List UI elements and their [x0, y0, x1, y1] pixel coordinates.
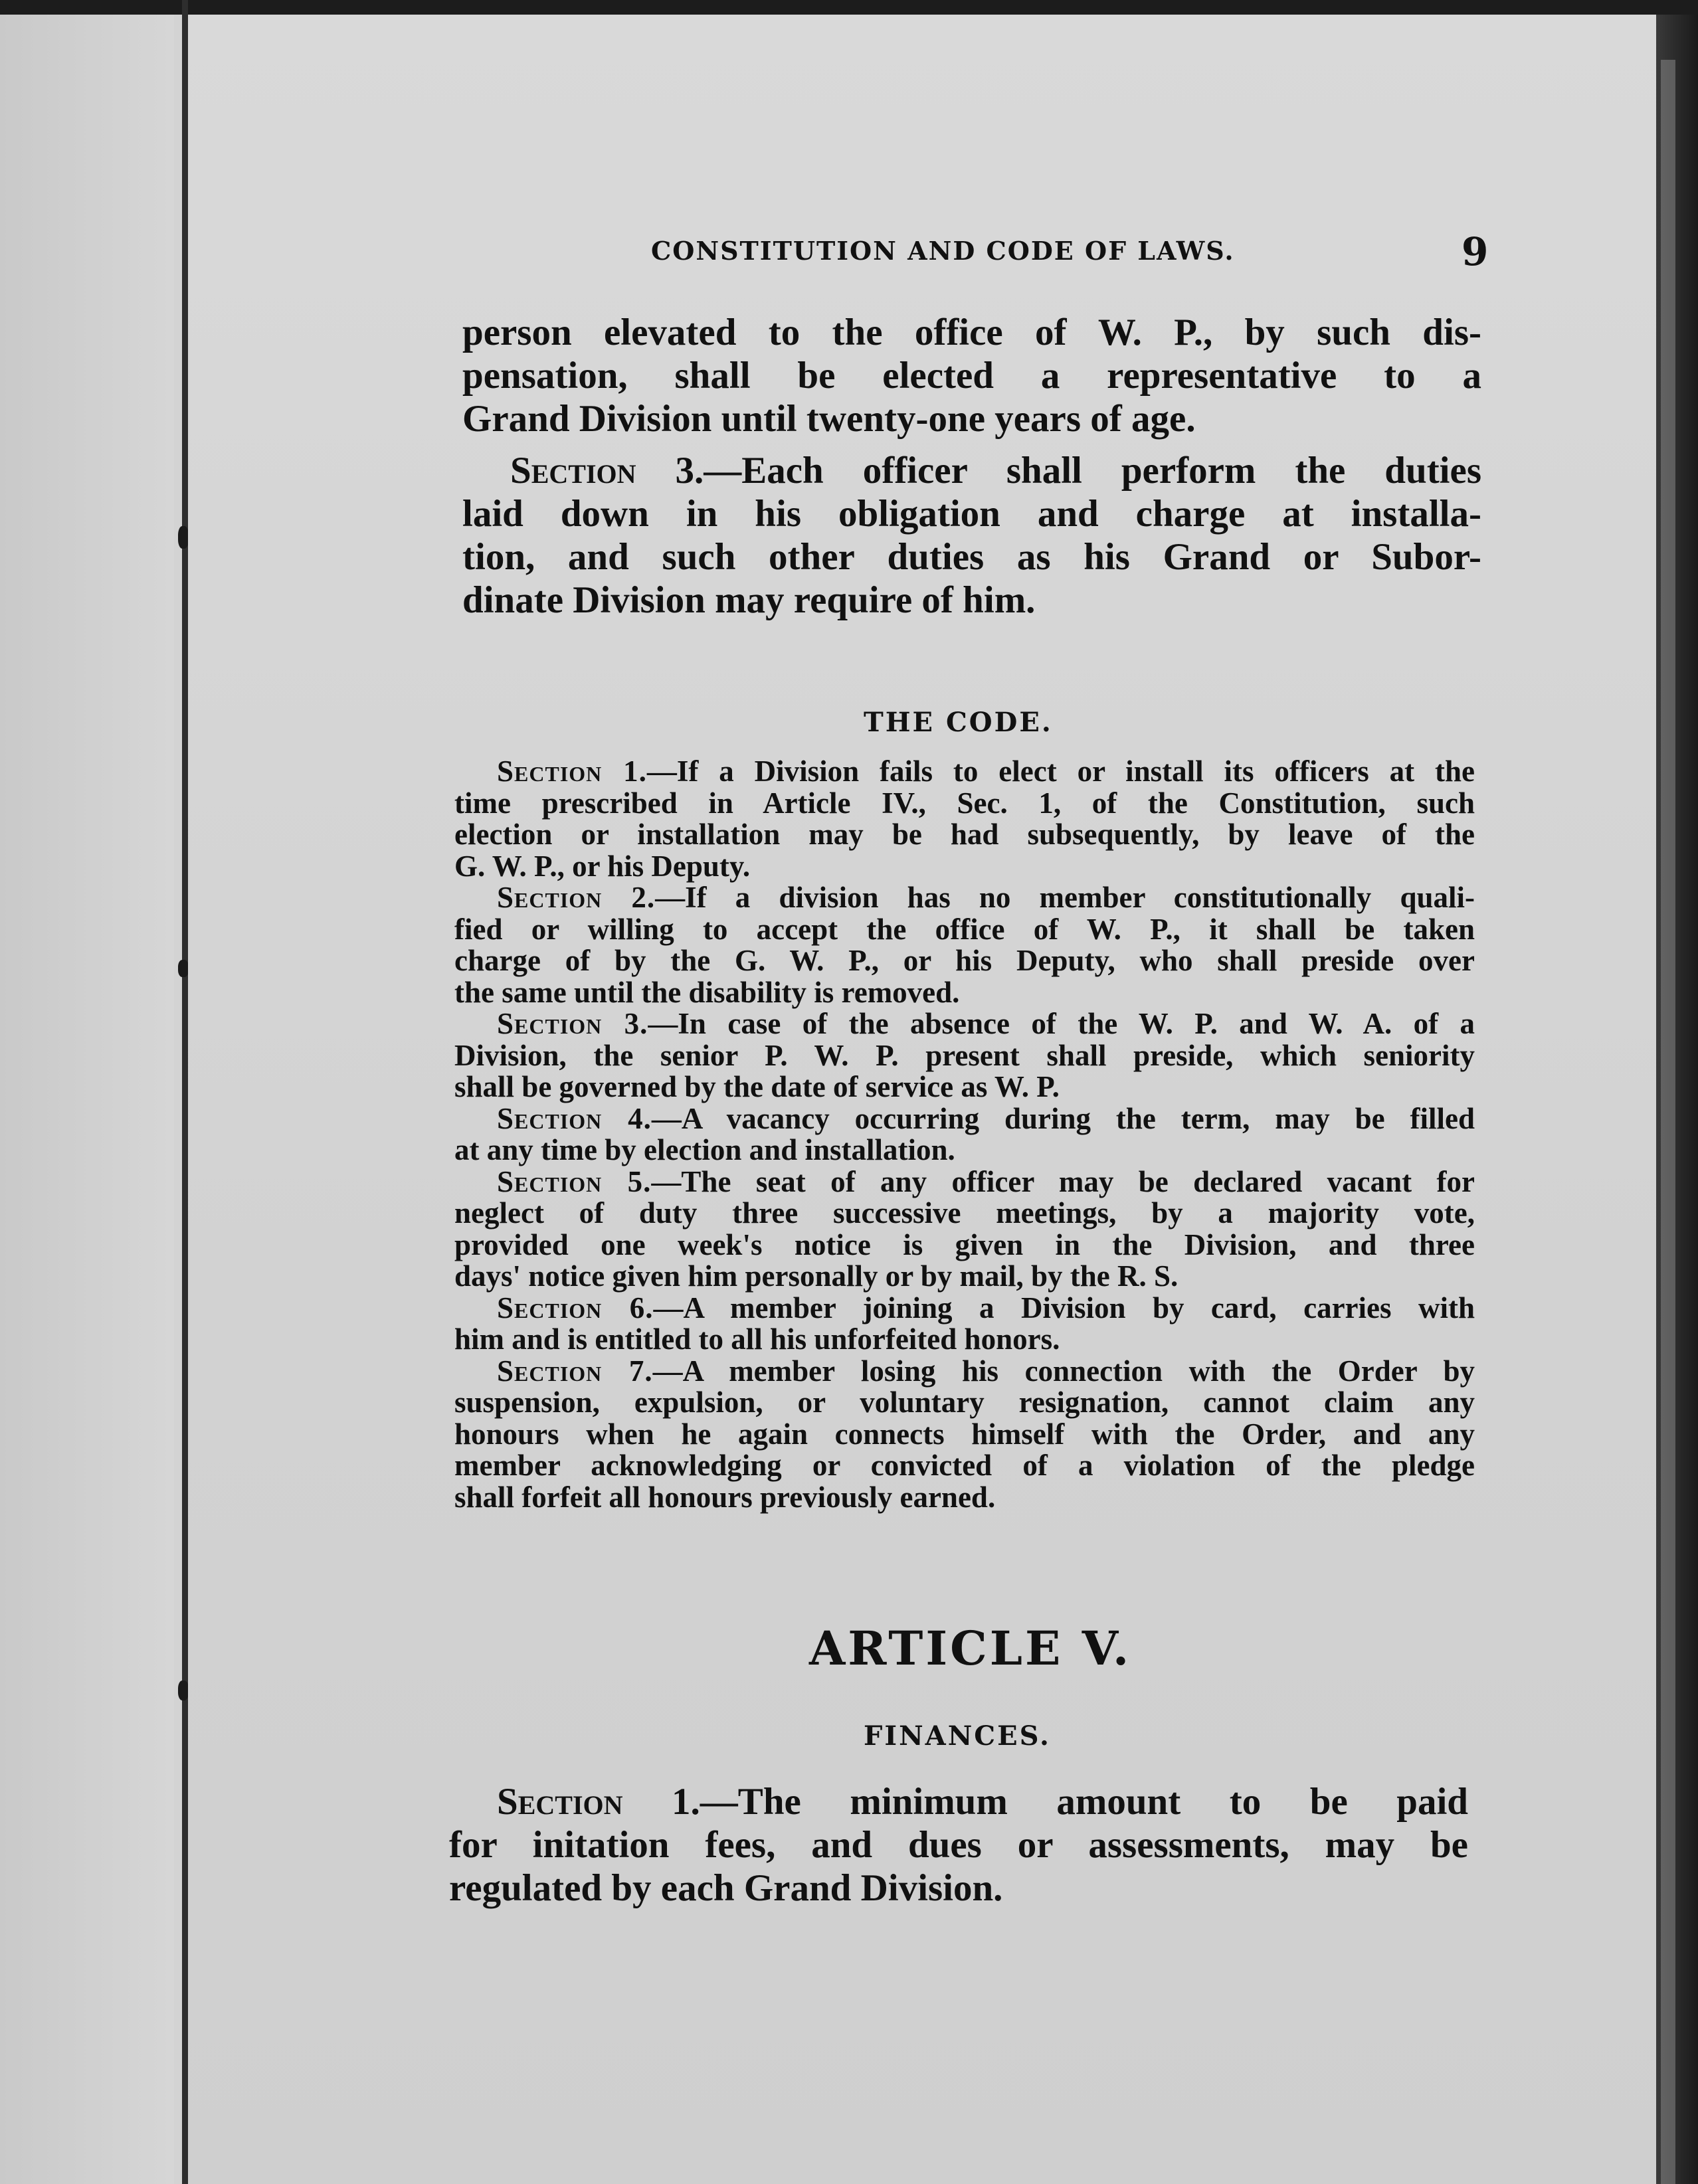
facing-page-margin	[0, 15, 174, 2184]
code-section-6	[454, 1293, 1475, 1356]
section-text: —In case of the absence of the W. P. and W. A. of a	[648, 1007, 1475, 1040]
text-line: him and is entitled to all his unforfeited honors.	[454, 1322, 1060, 1356]
text-line: suspension, expulsion, or voluntary resignation, cannot claim any	[454, 1386, 1475, 1419]
code-section-2	[454, 882, 1475, 1008]
finances-section-1	[449, 1780, 1468, 1910]
text-line: shall be governed by the date of service as W. P.	[454, 1070, 1060, 1103]
section-label: Section 3.	[510, 450, 704, 492]
section-label: Section 6.	[497, 1291, 654, 1324]
section-text: —The minimum amount to be paid	[700, 1781, 1469, 1823]
binding-stitch-mark	[178, 526, 189, 549]
article-title: ARTICLE V.	[809, 1621, 1132, 1676]
text-line: G. W. P., or his Deputy.	[454, 849, 751, 883]
section-label: Section 5.	[497, 1164, 652, 1198]
section-text: —If a division has no member constitutionally quali-	[655, 881, 1475, 914]
scan-top-border	[0, 0, 1698, 15]
text-line: fied or willing to accept the office of W. P., it shall be taken	[454, 912, 1475, 946]
text-line: shall forfeit all honours previously earned.	[454, 1480, 996, 1514]
section-label: Section 1.	[497, 755, 647, 788]
text-line: charge of by the G. W. P., or his Deputy, who shall preside over	[454, 944, 1475, 977]
code-section-5	[454, 1166, 1475, 1293]
binding-stitch-mark	[178, 1681, 189, 1700]
text-line: tion, and such other duties as his Grand or Subor-	[462, 536, 1481, 578]
section-text: —A member losing his connection with the Order by	[652, 1354, 1475, 1388]
text-line	[449, 1780, 1468, 1823]
text-line: regulated by each Grand Division.	[449, 1867, 1003, 1909]
section-label: Section 7.	[497, 1354, 653, 1388]
text-line	[454, 1103, 1475, 1135]
text-line: person elevated to the office of W. P., by such dis-	[462, 312, 1481, 353]
section-label: Section 3.	[497, 1007, 648, 1040]
code-section-7	[454, 1356, 1475, 1514]
section-text: —Each officer shall perform the duties	[704, 450, 1481, 492]
text-line: time prescribed in Article IV., Sec. 1, of the Constitution, such	[454, 786, 1475, 820]
text-line: laid down in his obligation and charge at installa-	[462, 493, 1481, 535]
code-sections	[454, 756, 1475, 1513]
section-text: —The seat of any officer may be declared vacant for	[651, 1164, 1475, 1198]
section-label: Section 2.	[497, 881, 656, 914]
text-line	[454, 1166, 1475, 1198]
section-label: Section 4.	[497, 1101, 652, 1135]
text-line: at any time by election and installation.	[454, 1133, 955, 1166]
page-edge-highlight	[1661, 60, 1675, 2184]
code-section-4	[454, 1103, 1475, 1166]
text-line: member acknowledging or convicted of a violation of the pledge	[454, 1449, 1475, 1482]
section-text: —A vacancy occurring during the term, may be filled	[651, 1101, 1475, 1135]
text-line: neglect of duty three successive meetings, by a majority vote,	[454, 1196, 1475, 1229]
binding-stitch-mark	[178, 960, 189, 977]
text-line: provided one week's notice is given in the Division, and three	[454, 1228, 1475, 1261]
text-line	[462, 449, 1481, 492]
text-line	[454, 882, 1475, 914]
binding-gutter	[182, 0, 188, 2184]
text-line: pensation, shall be elected a representative to a	[462, 355, 1481, 397]
code-heading: THE CODE.	[864, 707, 1053, 738]
text-line: dinate Division may require of him.	[462, 579, 1036, 621]
text-line: days' notice given him personally or by mail, by the R. S.	[454, 1259, 1179, 1293]
text-line	[454, 756, 1475, 788]
text-line: Grand Division until twenty-one years of age.	[462, 398, 1196, 440]
text-line	[454, 1356, 1475, 1388]
text-line: Division, the senior P. W. P. present shall preside, which seniority	[454, 1038, 1475, 1072]
text-line: for initation fees, and dues or assessments, may be	[449, 1824, 1468, 1866]
text-line: the same until the disability is removed.	[454, 975, 960, 1009]
code-section-1	[454, 756, 1475, 882]
text-line	[454, 1008, 1475, 1040]
code-section-3	[454, 1008, 1475, 1103]
running-head: CONSTITUTION AND CODE OF LAWS.	[651, 236, 1235, 266]
text-line: honours when he again connects himself with the Order, and any	[454, 1417, 1475, 1451]
continued-paragraph	[462, 311, 1481, 440]
section-text: —If a Division fails to elect or install its officers at the	[646, 755, 1475, 788]
text-line	[454, 1293, 1475, 1324]
article-subtitle: FINANCES.	[864, 1720, 1051, 1752]
section-label: Section 1.	[497, 1781, 700, 1823]
section-text: —A member joining a Division by card, carries with	[653, 1291, 1475, 1324]
section-3-paragraph	[462, 449, 1481, 622]
text-line: election or installation may be had subsequently, by leave of the	[454, 818, 1475, 851]
page-number: 9	[1462, 229, 1489, 274]
